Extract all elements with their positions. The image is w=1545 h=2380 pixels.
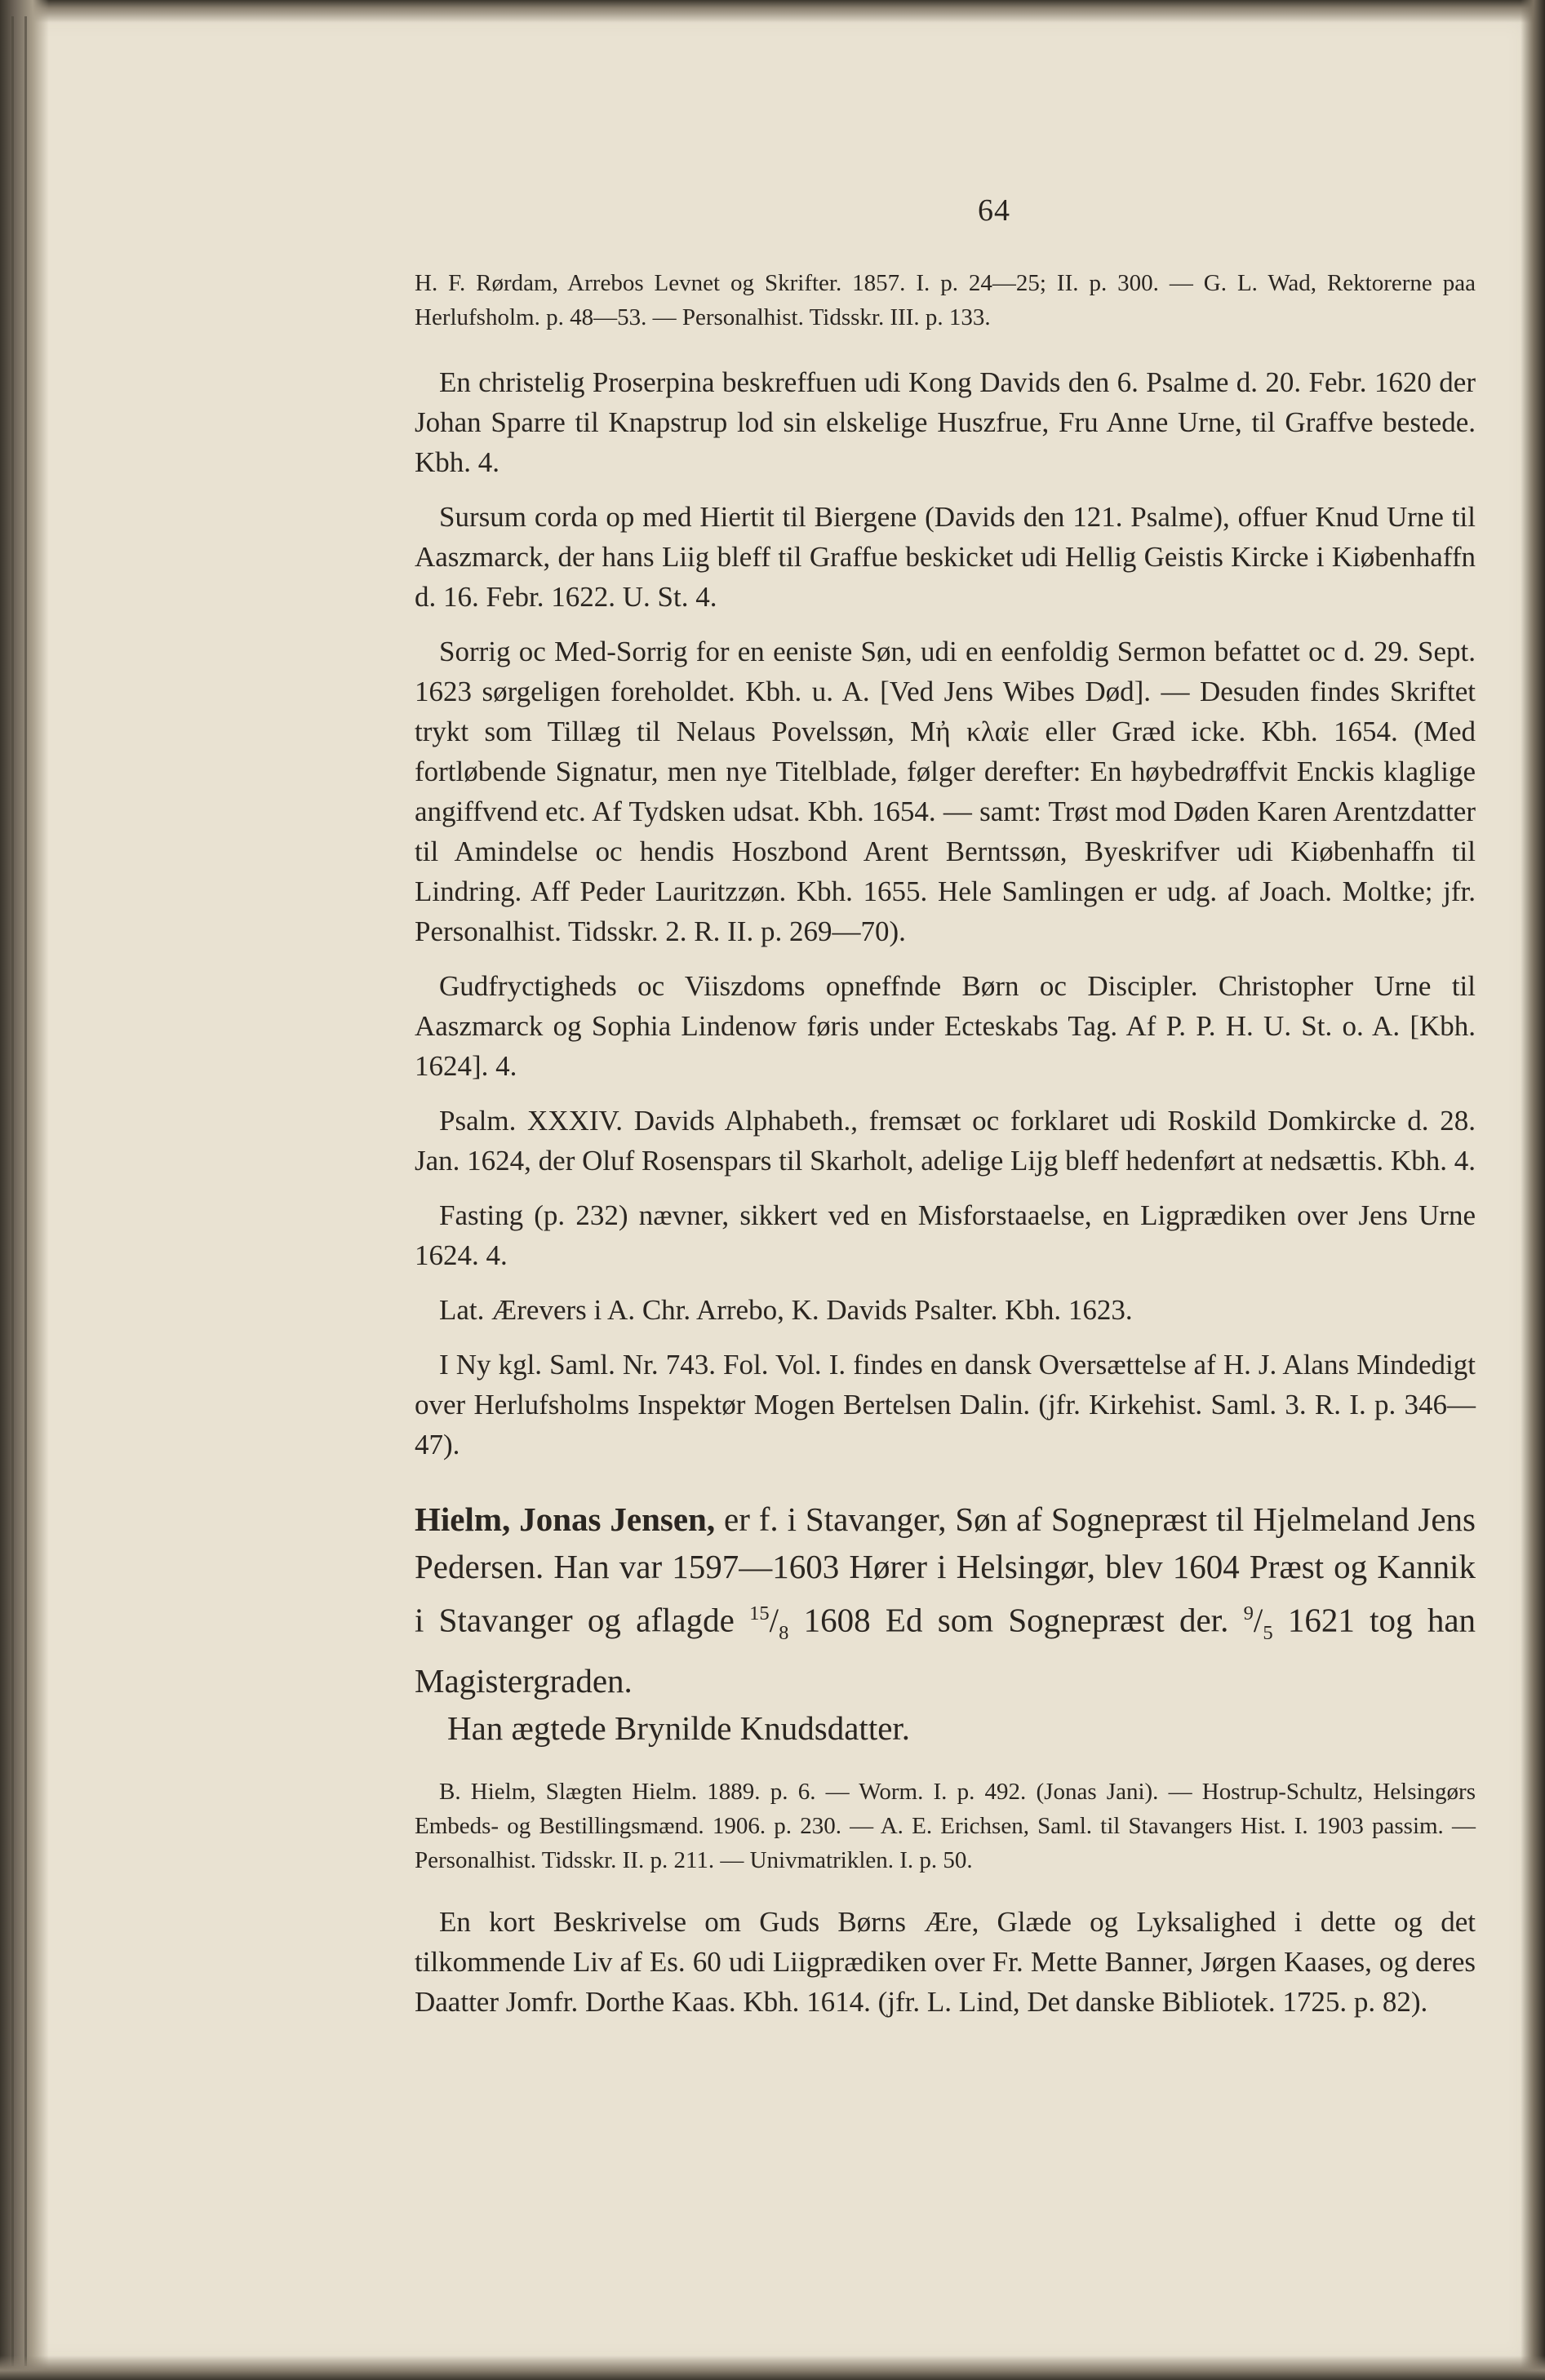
page-bottom-edge xyxy=(0,2356,1545,2380)
fraction-numerator: 15 xyxy=(749,1602,770,1624)
fraction-denominator: 5 xyxy=(1263,1621,1273,1644)
spine-line xyxy=(24,16,27,2366)
paragraph: Sorrig oc Med-Sorrig for en eeniste Søn, udi en eenfoldig Sermon befattet oc d. 29. Sept. 1623 sørgeligen foreholdet. Kbh. u. A. [Ved Jens Wibes Død]. — Desuden findes Skriftet trykt som Tillæg til Nelaus Povelssøn, Mἠ κλαἰε eller Græd icke. Kbh. 1654. (Med fortløbende Signatur, men nye Titelblade, følger derefter: En høybedrøffvit Enckis klaglige angiffvend etc. Af Tydsken udsat. Kbh. 1654. — samt: Trøst mod Døden Karen Arentzdatter til Amindelse oc hendis Hoszbond Arent Berntssøn, Byeskrifver udi Kiøbenhaffn til Lindring. Aff Peder Lauritzzøn. Kbh. 1655. Hele Samlingen er udg. af Joach. Moltke; jfr. Personalhist. Tidsskr. 2. R. II. p. 269—70). xyxy=(415,636,1476,947)
biography-entry: Hielm, Jonas Jensen, er f. i Stavanger, Søn af Sognepræst til Hjelmeland Jens Pedersen. Han var 1597—1603 Hører i Helsingør, blev 1604 Præst og Kannik i Stavanger og aflagde $^{15}/_8$ 1608 Ed som Sognepræst der. $^9/_5$ 1621 tog han Magistergraden. Han ægtede Brynilde Knudsdatter. xyxy=(415,1500,1476,1747)
paragraph: Fasting (p. 232) nævner, sikkert ved en Misforstaaelse, en Ligprædiken over Jens Urne 1624. 4. xyxy=(415,1199,1476,1271)
page-number: 64 xyxy=(978,193,1010,228)
paragraph: Sursum corda op med Hiertit til Biergene (Davids den 121. Psalme), offuer Knud Urne til Aaszmarck, der hans Liig bleff til Graffue beskicket udi Hellig Geistis Kircke i Kiøbenhaffn d. 16. Febr. 1622. U. St. 4. xyxy=(415,501,1476,613)
page-top-edge xyxy=(0,0,1545,23)
paragraph: Lat. Ærevers i A. Chr. Arrebo, K. Davids Psalter. Kbh. 1623. xyxy=(439,1294,1133,1326)
entry-name: Hielm, Jonas Jensen, xyxy=(415,1500,716,1538)
book-spine-shadow xyxy=(0,0,49,2380)
paragraph: En christelig Proserpina beskreffuen udi Kong Davids den 6. Psalme d. 20. Febr. 1620 der Johan Sparre til Knapstrup lod sin elskelige Huszfrue, Fru Anne Urne, til Graffve bestede. Kbh. 4. xyxy=(415,366,1476,478)
fraction-numerator: 9 xyxy=(1243,1602,1254,1624)
entry-text: er f. i Stavanger, Søn af Sognepræst til Hjelmeland Jens Pedersen. Han var 1597—1603 Hører i Helsingør, blev 1604 Præst og Kannik i Stavanger og aflagde xyxy=(415,1500,1476,1639)
references-block: H. F. Rørdam, Arrebos Levnet og Skrifter. 1857. I. p. 24—25; II. p. 300. — G. L. Wad, Rektorerne paa Herlufsholm. p. 48—53. — Personalhist. Tidsskr. III. p. 133. xyxy=(415,270,1476,330)
page-content xyxy=(415,193,1476,2037)
references-block: B. Hielm, Slægten Hielm. 1889. p. 6. — Worm. I. p. 492. (Jonas Jani). — Hostrup-Schultz, Helsingørs Embeds- og Bestillingsmænd. 1906. p. 230. — A. E. Erichsen, Saml. til Stavangers Hist. I. 1903 passim. — Personalhist. Tidsskr. II. p. 211. — Univmatriklen. I. p. 50. xyxy=(415,1778,1476,1873)
paragraph: En kort Beskrivelse om Guds Børns Ære, Glæde og Lyksalighed i dette og det tilkommende Liv af Es. 60 udi Liigprædiken over Fr. Mette Banner, Jørgen Kaases, og deres Daatter Jomfr. Dorthe Kaas. Kbh. 1614. (jfr. L. Lind, Det danske Bibliotek. 1725. p. 82). xyxy=(415,1905,1476,2018)
paragraph: I Ny kgl. Saml. Nr. 743. Fol. Vol. I. findes en dansk Oversættelse af H. J. Alans Mindedigt over Herlufsholms Inspektør Mogen Bertelsen Dalin. (jfr. Kirkehist. Saml. 3. R. I. p. 346—47). xyxy=(415,1349,1476,1460)
entry-text: 1621 tog han Magistergraden. xyxy=(415,1601,1476,1700)
entry-text: Han ægtede Brynilde Knudsdatter. xyxy=(447,1709,911,1747)
spine-line xyxy=(11,16,14,2366)
page-right-edge xyxy=(1521,0,1545,2380)
entry-text: 1608 Ed som Sognepræst der. xyxy=(788,1601,1244,1639)
fraction-denominator: 8 xyxy=(779,1621,789,1644)
paragraph: Gudfryctigheds oc Viiszdoms opneffnde Børn oc Discipler. Christopher Urne til Aaszmarck og Sophia Lindenow føris under Ecteskabs Tag. Af P. P. H. U. St. o. A. [Kbh. 1624]. 4. xyxy=(415,970,1476,1082)
paragraph: Psalm. XXXIV. Davids Alphabeth., fremsæt oc forklaret udi Roskild Domkircke d. 28. Jan. 1624, der Oluf Rosenspars til Skarholt, adelige Lijg bleff hedenført at nedsættis. Kbh. 4. xyxy=(415,1105,1476,1177)
